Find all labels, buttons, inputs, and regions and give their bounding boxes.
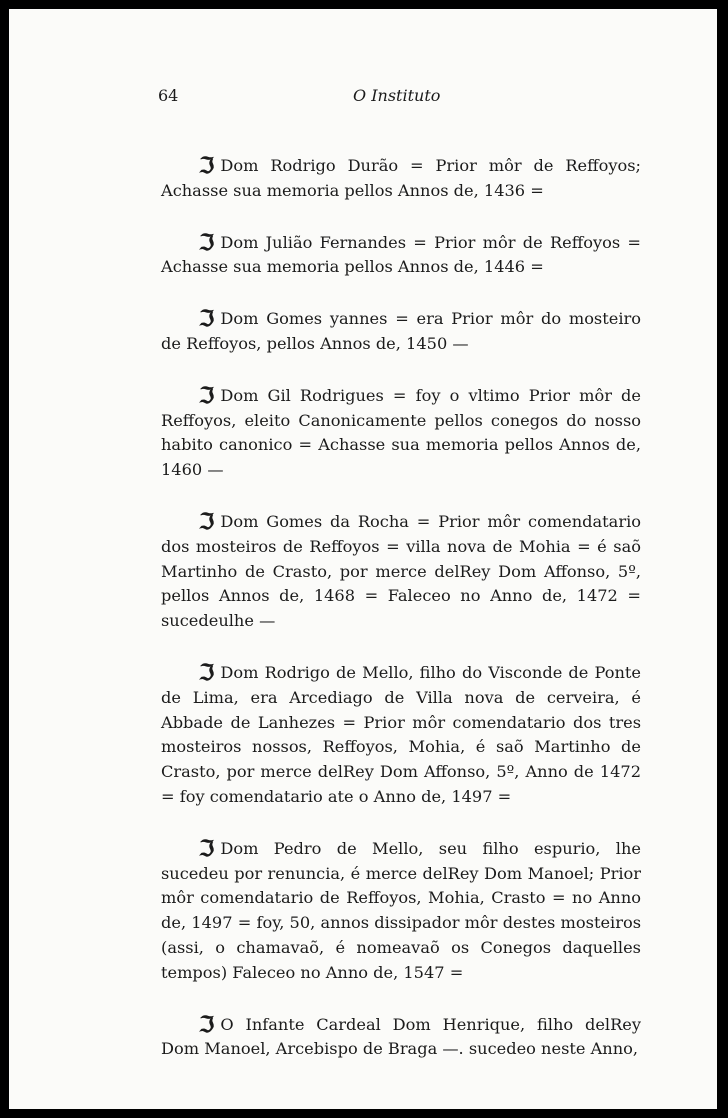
journal-title: O Instituto xyxy=(353,86,441,105)
list-item xyxy=(161,510,641,634)
running-head xyxy=(158,86,642,110)
list-item xyxy=(161,1013,641,1063)
entry-text: Dom Gil Rodrigues = foy o vltimo Prior môr de Reffoyos, eleito Canonicamente pellos conegos do nosso habito canonico = Achasse sua memoria pellos Annos de, 1460 — xyxy=(161,385,641,480)
list-item xyxy=(161,661,641,810)
entry-text: Dom Gomes yannes = era Prior môr do mosteiro de Reffoyos, pellos Annos de, 1450 — xyxy=(161,309,641,353)
list-item xyxy=(161,384,641,483)
entry-text: O Infante Cardeal Dom Henrique, filho delRey Dom Manoel, Arcebispo de Braga —. sucedeo neste Anno, xyxy=(161,1014,641,1059)
entry-text: Dom Pedro de Mello, seu filho espurio, lhe sucedeu por renuncia, é merce delRey Dom Manoel; Prior môr comendatario de Reffoyos, Mohia, Crasto = no Anno de, 1497 = foy, 50, annos dissipador môr destes mosteiros (assi, o chamavaõ, é nomeavaõ os Conegos daquelles tempos) Faleceo no Anno de, 1547 = xyxy=(161,838,641,982)
paragraph-mark-icon: ℑ xyxy=(199,835,215,862)
prior-list xyxy=(161,154,641,1089)
entry-text: Dom Rodrigo de Mello, filho do Visconde de Ponte de Lima, era Arcediago de Villa nova de cerveira, é Abbade de Lanhezes = Prior môr comendatario dos tres mosteiros nossos, Reffoyos, Mohia, é saõ Martinho de Crasto, por merce delRey Dom Affonso, 5º, Anno de 1472 = foy comendatario ate o Anno de, 1497 = xyxy=(161,662,641,806)
list-item xyxy=(161,231,641,281)
list-item xyxy=(161,154,641,204)
paragraph-mark-icon: ℑ xyxy=(199,508,215,535)
entry-text: Dom Rodrigo Durão = Prior môr de Reffoyos; Achasse sua memoria pellos Annos de, 1436 = xyxy=(161,156,641,200)
paragraph-mark-icon: ℑ xyxy=(199,382,215,409)
book-page xyxy=(9,9,717,1109)
entry-text: Dom Julião Fernandes = Prior môr de Reffoyos = Achasse sua memoria pellos Annos de, 1446 = xyxy=(161,232,641,277)
list-item xyxy=(161,837,641,986)
paragraph-mark-icon: ℑ xyxy=(199,229,215,256)
paragraph-mark-icon: ℑ xyxy=(199,1011,215,1038)
paragraph-mark-icon: ℑ xyxy=(199,306,215,333)
paragraph-mark-icon: ℑ xyxy=(199,153,215,179)
paragraph-mark-icon: ℑ xyxy=(199,659,215,686)
entry-text: Dom Gomes da Rocha = Prior môr comendatario dos mosteiros de Reffoyos = villa nova de Mohia = é saõ Martinho de Crasto, por merce delRey Dom Affonso, 5º, pellos Annos de, 1468 = Faleceo no Anno de, 1472 = sucedeulhe — xyxy=(161,511,641,631)
page-number: 64 xyxy=(158,86,179,105)
list-item xyxy=(161,307,641,357)
